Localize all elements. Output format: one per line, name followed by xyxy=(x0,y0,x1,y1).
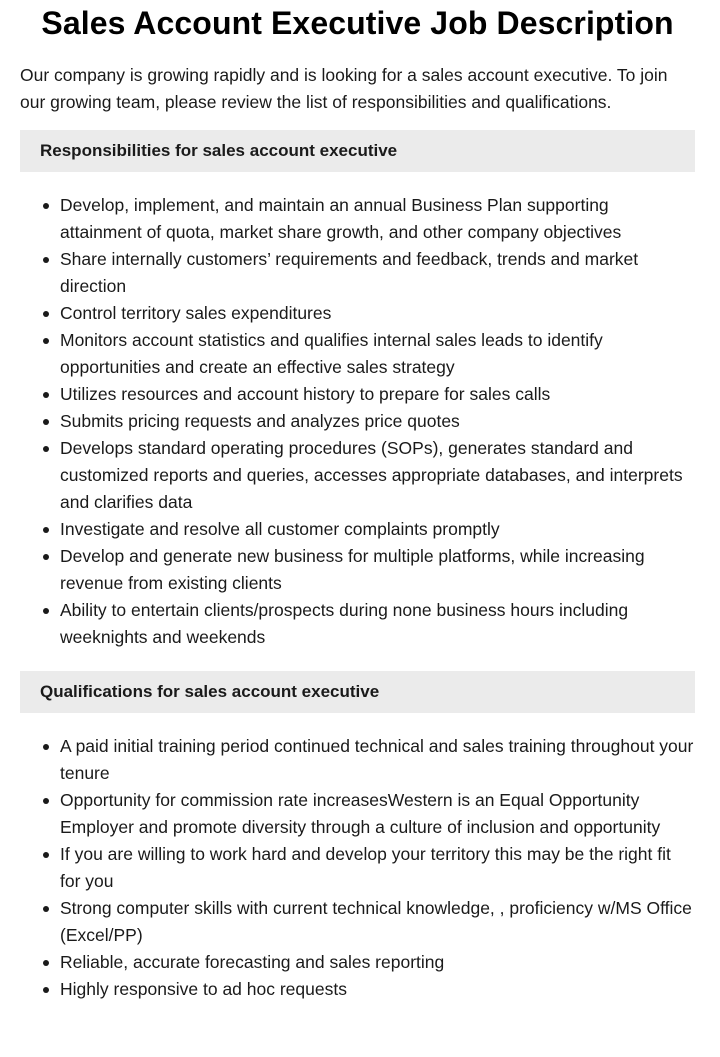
responsibilities-list xyxy=(20,192,695,651)
intro-paragraph: Our company is growing rapidly and is looking for a sales account executive. To join our growing team, please review the list of responsibilities and qualifications. xyxy=(20,65,668,112)
list-item: Highly responsive to ad hoc requests xyxy=(60,976,695,1003)
qualifications-list xyxy=(20,733,695,1003)
list-item: Investigate and resolve all customer complaints promptly xyxy=(60,516,695,543)
list-item: A paid initial training period continued technical and sales training throughout your tenure xyxy=(60,733,695,787)
list-item: Share internally customers’ requirements and feedback, trends and market direction xyxy=(60,246,695,300)
list-item: Strong computer skills with current technical knowledge, , proficiency w/MS Office (Excel/PP) xyxy=(60,895,695,949)
list-item: Submits pricing requests and analyzes price quotes xyxy=(60,408,695,435)
list-item: Develop and generate new business for multiple platforms, while increasing revenue from existing clients xyxy=(60,543,695,597)
page-title: Sales Account Executive Job Description xyxy=(41,5,674,41)
list-item: Develop, implement, and maintain an annual Business Plan supporting attainment of quota, market share growth, and other company objectives xyxy=(60,192,695,246)
list-item: Ability to entertain clients/prospects during none business hours including weeknights and weekends xyxy=(60,597,695,651)
list-item: If you are willing to work hard and develop your territory this may be the right fit for you xyxy=(60,841,695,895)
list-item: Develops standard operating procedures (SOPs), generates standard and customized reports and queries, accesses appropriate databases, and interprets and clarifies data xyxy=(60,435,695,516)
qualifications-heading: Qualifications for sales account executive xyxy=(20,671,695,713)
list-item: Monitors account statistics and qualifies internal sales leads to identify opportunities and create an effective sales strategy xyxy=(60,327,695,381)
list-item: Reliable, accurate forecasting and sales reporting xyxy=(60,949,695,976)
list-item: Utilizes resources and account history to prepare for sales calls xyxy=(60,381,695,408)
responsibilities-heading: Responsibilities for sales account executive xyxy=(20,130,695,172)
list-item: Opportunity for commission rate increasesWestern is an Equal Opportunity Employer and promote diversity through a culture of inclusion and opportunity xyxy=(60,787,695,841)
list-item: Control territory sales expenditures xyxy=(60,300,695,327)
